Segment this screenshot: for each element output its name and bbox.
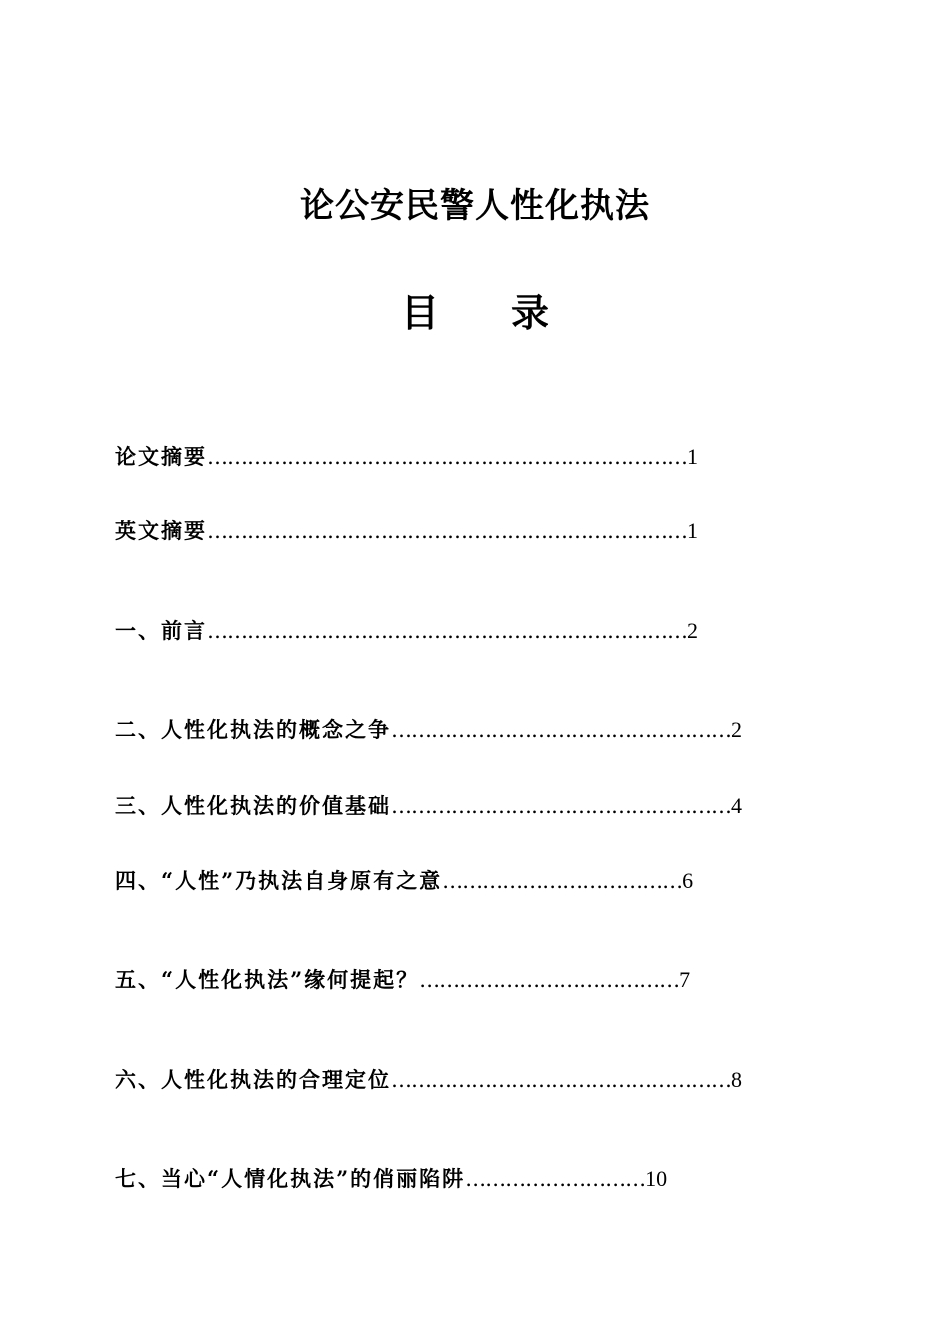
toc-entry-page-number: 1 (687, 518, 698, 543)
toc-entry-section-3[interactable] (115, 790, 742, 822)
toc-heading-right: 录 (511, 291, 550, 335)
toc-entry-label: 七、当心“人情化执法”的俏丽陷阱 (115, 1166, 466, 1191)
toc-entry-section-7[interactable] (115, 1163, 667, 1195)
toc-entry-leader: …………………………………………… (391, 718, 731, 742)
toc-entry-leader: ……………………………… (442, 869, 683, 893)
toc-entry-label: 三、人性化执法的价值基础 (115, 793, 391, 818)
toc-entry-page-number: 4 (731, 793, 742, 818)
toc-entry-label: 论文摘要 (115, 444, 207, 469)
toc-entry-label: 四、“人性”乃执法自身原有之意 (115, 868, 443, 893)
toc-entry-page-number: 8 (731, 1067, 742, 1092)
toc-entry-leader: …………………………………………… (391, 1068, 731, 1092)
toc-entry-label: 六、人性化执法的合理定位 (115, 1067, 391, 1092)
toc-entry-label: 二、人性化执法的概念之争 (115, 717, 391, 742)
toc-entry-leader: ……………………………………………………………… (207, 519, 687, 543)
toc-entry-page-number: 2 (731, 717, 742, 742)
toc-heading (0, 282, 950, 337)
toc-entry-page-number: 7 (679, 967, 691, 992)
toc-entry-page-number: 6 (682, 868, 694, 893)
toc-entry-leader: ……………………………………………………………… (207, 445, 687, 469)
toc-entry-abstract-en[interactable] (115, 515, 698, 547)
toc-entry-label: 五、“人性化执法”缘何提起？ (115, 967, 420, 992)
toc-entry-page-number: 2 (687, 618, 698, 643)
toc-entry-leader: ……………………… (465, 1167, 646, 1191)
toc-entry-leader: …………………………………………… (391, 794, 731, 818)
toc-entry-section-4[interactable] (115, 865, 693, 897)
toc-entry-section-1[interactable] (115, 615, 698, 647)
toc-heading-left: 目 (400, 291, 439, 335)
toc-entry-page-number: 10 (645, 1166, 668, 1191)
toc-entry-section-5[interactable] (115, 964, 690, 996)
toc-entry-leader: ……………………………………………………………… (207, 619, 687, 643)
toc-entry-section-2[interactable] (115, 714, 742, 746)
toc-entry-label: 一、前言 (115, 618, 207, 643)
toc-entry-section-6[interactable] (115, 1064, 742, 1096)
toc-entry-abstract-cn[interactable] (115, 441, 698, 473)
toc-entry-leader: ………………………………… (419, 968, 680, 992)
toc-entry-page-number: 1 (687, 444, 698, 469)
toc-entry-label: 英文摘要 (115, 518, 207, 543)
document-title: 论公安民警人性化执法 (300, 186, 650, 226)
